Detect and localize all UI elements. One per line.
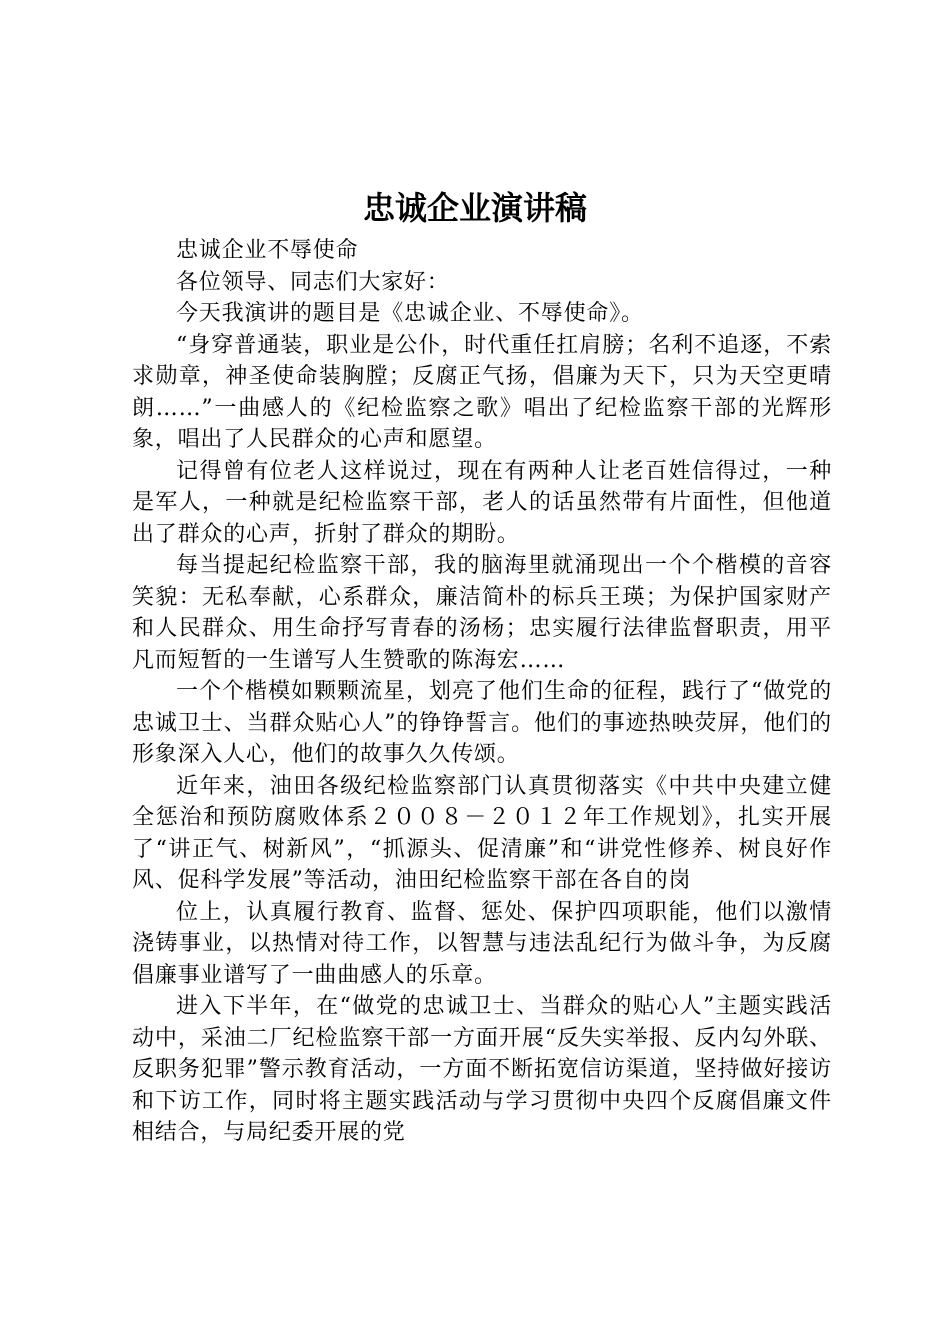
- paragraph: 一个个楷模如颗颗流星，划亮了他们生命的征程，践行了“做党的忠诚卫士、当群众贴心人”的铮铮誓言。他们的事迹热映荧屏，他们的形象深入人心，他们的故事久久传颂。: [132, 679, 832, 767]
- paragraph: 近年来，油田各级纪检监察部门认真贯彻落实《中共中央建立健全惩治和预防腐败体系２００８－２０１２年工作规划》，扎实开展了“讲正气、树新风”，“抓源头、促清廉”和“讲党性修养、树良好作风、促科学发展”等活动，油田纪检监察干部在各自的岗: [132, 773, 832, 893]
- paragraph: “身穿普通装，职业是公仆，时代重任扛肩膀；名利不追逐，不索求勋章，神圣使命装胸膛；反腐正气扬，倡廉为天下，只为天空更晴朗……”一曲感人的《纪检监察之歌》唱出了纪检监察干部的光辉形象，唱出了人民群众的心声和愿望。: [132, 332, 832, 452]
- paragraph: 位上，认真履行教育、监督、惩处、保护四项职能，他们以激情浇铸事业，以热情对待工作，以智慧与违法乱纪行为做斗争，为反腐倡廉事业谱写了一曲曲感人的乐章。: [132, 899, 832, 988]
- paragraph: 记得曾有位老人这样说过，现在有两种人让老百姓信得过，一种是军人，一种就是纪检监察干部，老人的话虽然带有片面性，但他道出了群众的心声，折射了群众的期盼。: [132, 458, 832, 547]
- document-body: [132, 235, 832, 1149]
- paragraph: 每当提起纪检监察干部，我的脑海里就涌现出一个个楷模的音容笑貌：无私奉献，心系群众，廉洁简朴的标兵王瑛；为保护国家财产和人民群众、用生命抒写青春的汤杨；忠实履行法律监督职责，用平凡而短暂的一生谱写人生赞歌的陈海宏……: [132, 553, 832, 673]
- paragraph: 进入下半年，在“做党的忠诚卫士、当群众的贴心人”主题实践活动中，采油二厂纪检监察干部一方面开展“反失实举报、反内勾外联、反职务犯罪”警示教育活动，一方面不断拓宽信访渠道，坚持做好接访和下访工作，同时将主题实践活动与学习贯彻中央四个反腐倡廉文件相结合，与局纪委开展的党: [132, 994, 832, 1145]
- document-title: 忠诚企业演讲稿: [362, 189, 587, 227]
- paragraph-subtitle: 忠诚企业不辱使命: [176, 238, 359, 263]
- paragraph: 今天我演讲的题目是《忠诚企业、不辱使命》。: [176, 301, 644, 326]
- paragraph-greeting: 各位领导、同志们大家好：: [176, 269, 450, 295]
